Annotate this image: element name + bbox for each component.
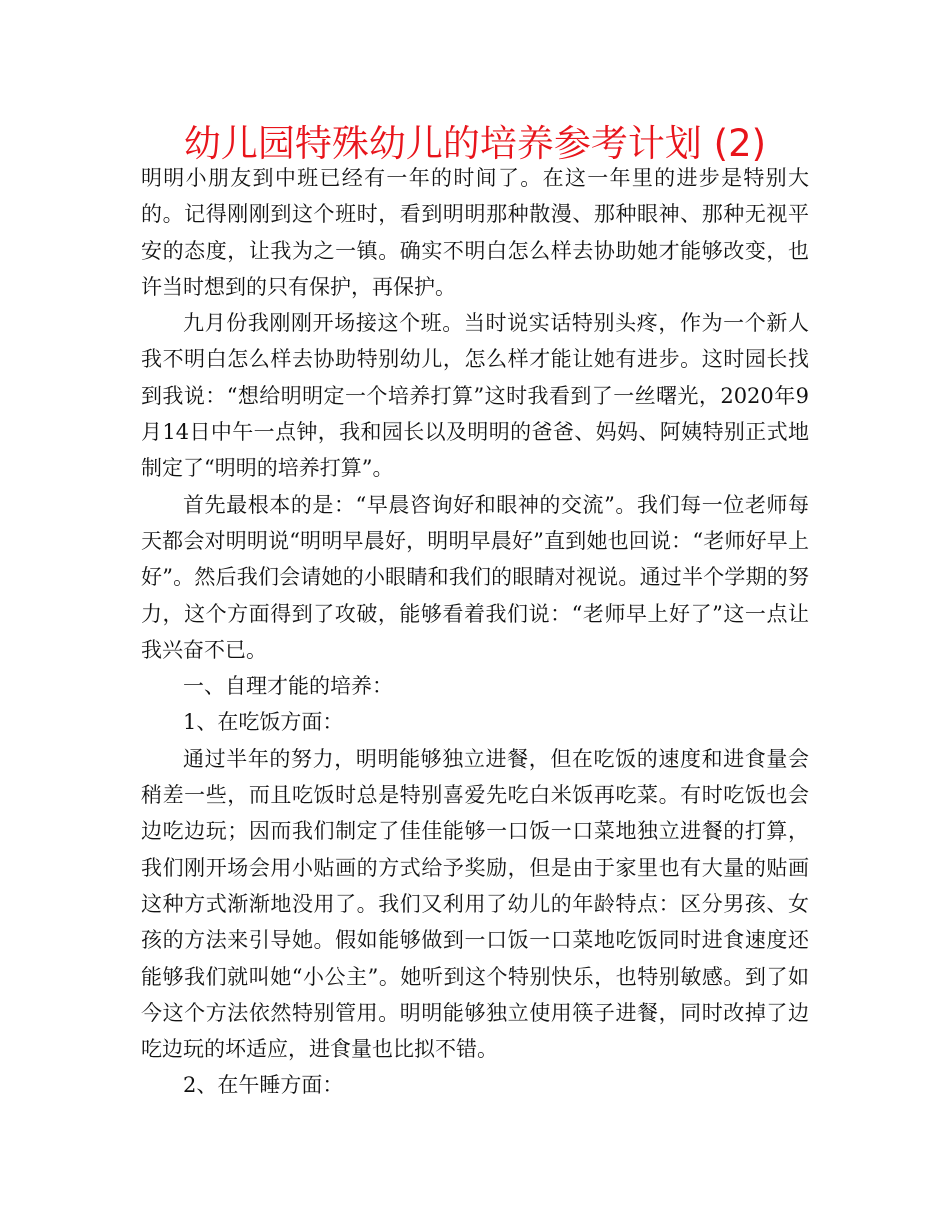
document-title: 幼儿园特殊幼儿的培养参考计划 (2) — [183, 122, 767, 165]
paragraph: 通过半年的努力，明明能够独立进餐，但在吃饭的速度和进食量会稍差一些，而且吃饭时总是特别喜爱先吃白米饭再吃菜。有时吃饭也会边吃边玩；因而我们制定了佳佳能够一口饭一口菜地独立进餐的打算，我们刚开场会用小贴画的方式给予奖励，但是由于家里也有大量的贴画这种方式渐渐地没用了。我们又利用了幼儿的年龄特点：区分男孩、女孩的方法来引导她。假如能够做到一口饭一口菜地吃饭同时进食速度还能够我们就叫她“小公主”。她听到这个特别快乐，也特别敏感。到了如今这个方法依然特别管用。明明能够独立使用筷子进餐，同时改掉了边吃边玩的坏适应，进食量也比拟不错。 — [141, 746, 809, 1062]
subsection-heading: 1、在吃饭方面： — [183, 710, 344, 735]
paragraph: 明明小朋友到中班已经有一年的时间了。在这一年里的进步是特别大的。记得刚刚到这个班时，看到明明那种散漫、那种眼神、那种无视平安的态度，让我为之一镇。确实不明白怎么样去协助她才能够改变，也许当时想到的只有保护，再保护。 — [141, 166, 809, 299]
document-body — [141, 160, 809, 1104]
paragraph: 九月份我刚刚开场接这个班。当时说实话特别头疼，作为一个新人我不明白怎么样去协助特别幼儿，怎么样才能让她有进步。这时园长找到我说：“想给明明定一个培养打算”这时我看到了一丝曙光，2020年9月14日中午一点钟，我和园长以及明明的爸爸、妈妈、阿姨特别正式地制定了“明明的培养打算”。 — [141, 311, 809, 481]
section-heading: 一、自理才能的培养： — [183, 674, 393, 699]
subsection-heading: 2、在午睡方面： — [183, 1073, 344, 1098]
paragraph: 首先最根本的是：“早晨咨询好和眼神的交流”。我们每一位老师每天都会对明明说“明明早晨好，明明早晨好”直到她也回说：“老师好早上好”。然后我们会请她的小眼睛和我们的眼睛对视说。通过半个学期的努力，这个方面得到了攻破，能够看着我们说：“老师早上好了”这一点让我兴奋不已。 — [141, 492, 809, 662]
